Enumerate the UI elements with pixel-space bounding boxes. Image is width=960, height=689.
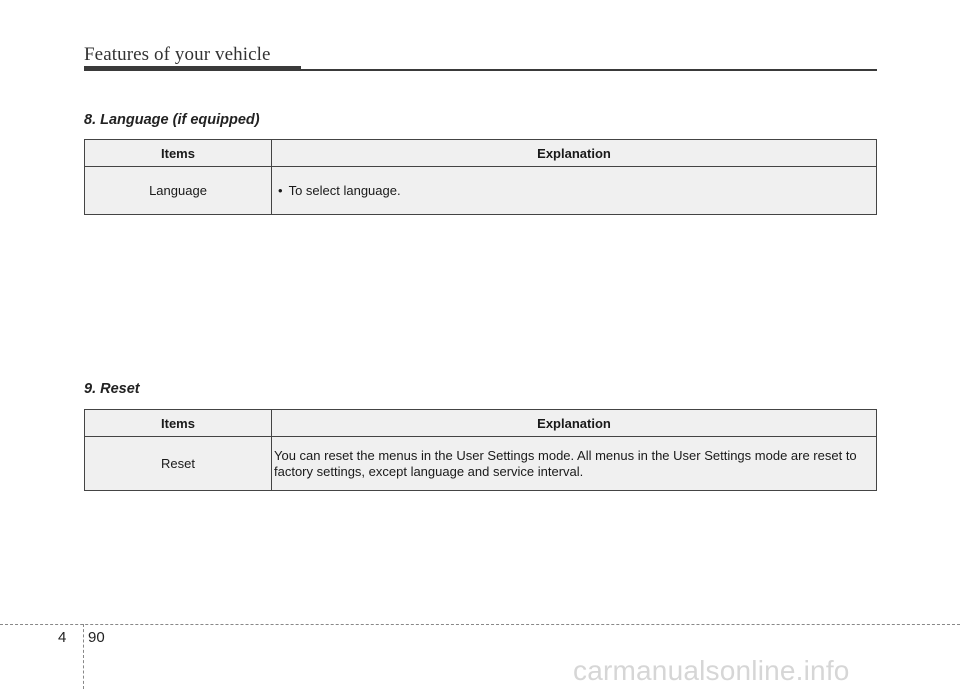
bullet-icon: • — [278, 182, 283, 198]
column-header-explanation: Explanation — [272, 410, 877, 437]
column-header-items: Items — [85, 410, 272, 437]
item-cell: Language — [85, 167, 272, 215]
table-header-row — [85, 410, 877, 437]
table-row — [85, 437, 877, 491]
page-number: 90 — [88, 629, 105, 646]
column-header-items: Items — [85, 140, 272, 167]
item-cell: Reset — [85, 437, 272, 491]
footer-divider — [0, 624, 960, 625]
header-rule-thin — [300, 69, 877, 71]
reset-table — [84, 409, 877, 491]
header-rule-thick — [84, 66, 301, 71]
section-heading-reset: 9. Reset — [84, 381, 140, 397]
table-header-row — [85, 140, 877, 167]
chapter-number: 4 — [58, 629, 67, 646]
footer-vertical-divider — [83, 624, 84, 689]
watermark: carmanualsonline.info — [573, 655, 850, 686]
header-title: Features of your vehicle — [84, 44, 271, 65]
explanation-cell: You can reset the menus in the User Settings mode. All menus in the User Settings mode are reset to factory settings, except language and service interval. — [272, 437, 877, 491]
explanation-text: To select language. — [288, 182, 401, 198]
explanation-cell — [272, 167, 877, 215]
section-heading-language: 8. Language (if equipped) — [84, 112, 260, 128]
language-table — [84, 139, 877, 215]
table-row — [85, 167, 877, 215]
column-header-explanation: Explanation — [272, 140, 877, 167]
